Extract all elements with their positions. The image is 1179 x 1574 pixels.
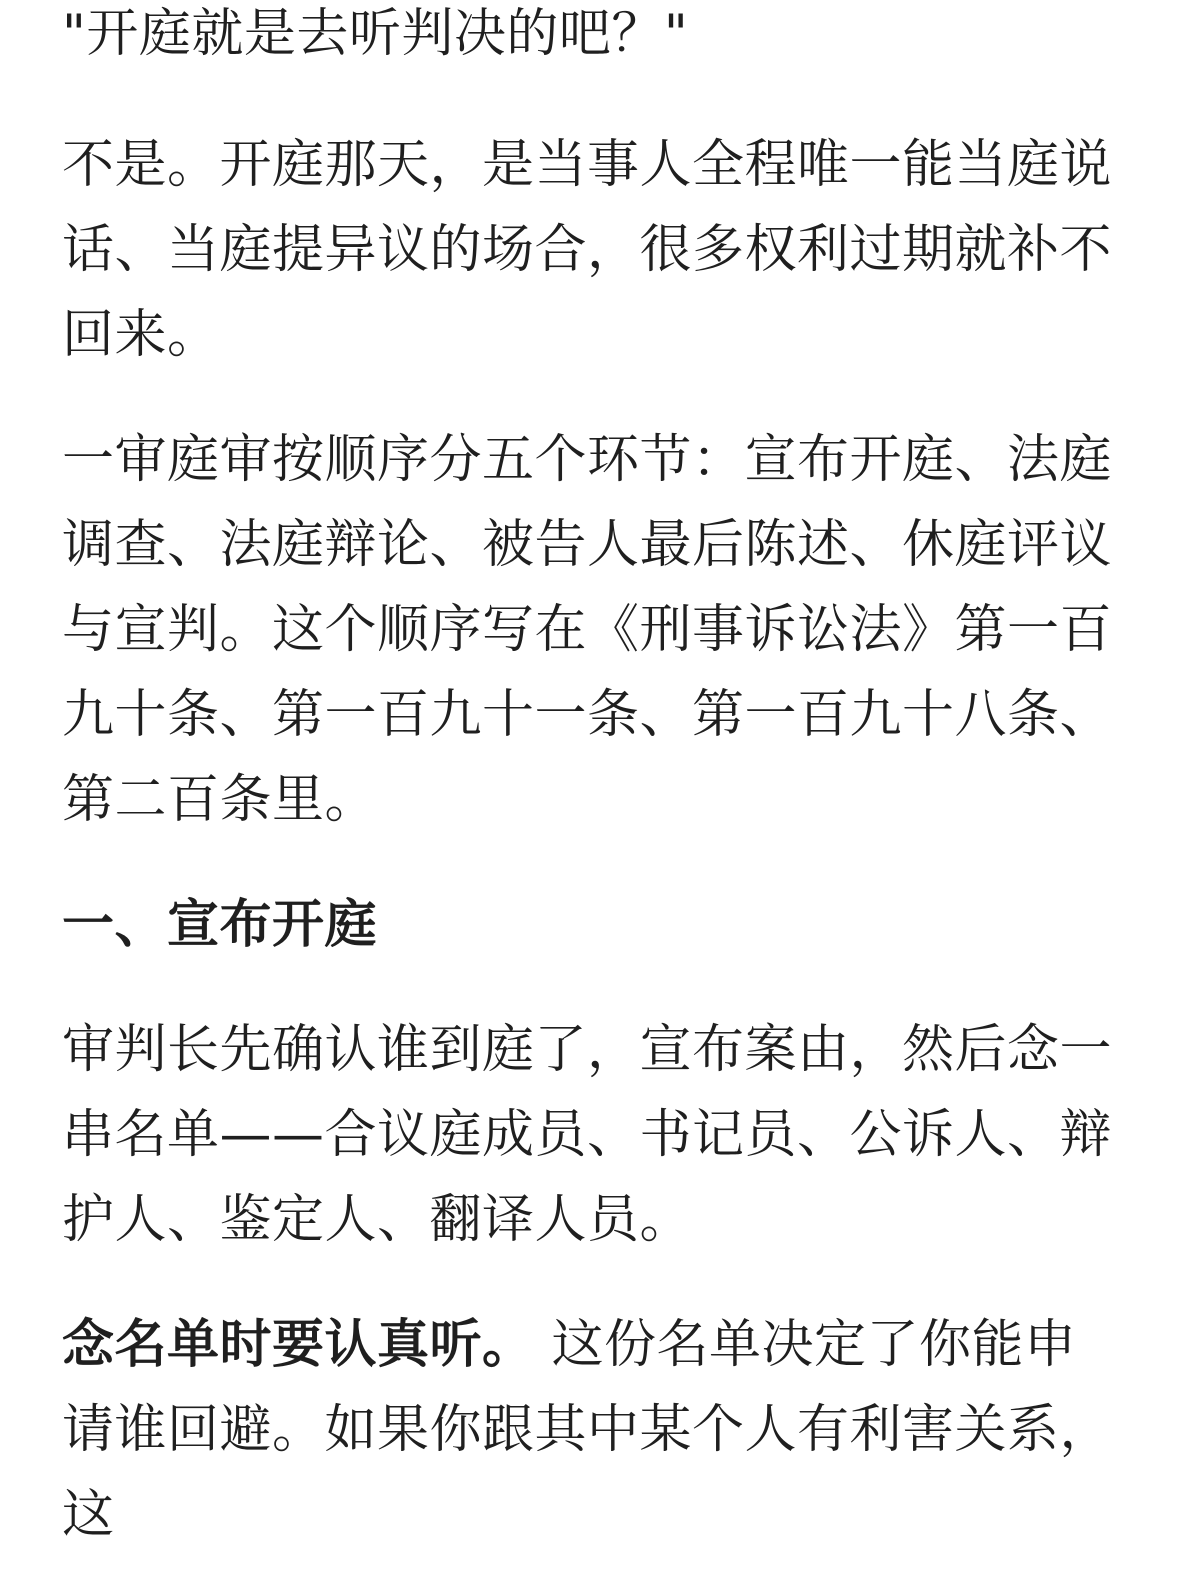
body-text: 这份名单决定了你能申请谁回避。如果你跟其中某个人有利害关系，这 (62, 1315, 1113, 1545)
article-body (62, 0, 1122, 1558)
emphasis-text: 念名单时要认真听。 (62, 1315, 535, 1375)
section-paragraph-emphasis (62, 1303, 1122, 1558)
section-paragraph: 审判长先确认谁到庭了，宣布案由，然后念一串名单——合议庭成员、书记员、公诉人、辩护人、鉴定人、翻译人员。 (62, 1020, 1113, 1250)
overview-paragraph: 一审庭审按顺序分五个环节：宣布开庭、法庭调查、法庭辩论、被告人最后陈述、休庭评议与宣判。这个顺序写在《刑事诉讼法》第一百九十条、第一百九十一条、第一百九十八条、第二百条里。 (62, 430, 1113, 830)
answer-paragraph: 不是。开庭那天，是当事人全程唯一能当庭说话、当庭提异议的场合，很多权利过期就补不回来。 (62, 135, 1113, 365)
question-line: "开庭就是去听判决的吧？" (62, 4, 689, 64)
section-heading: 一、宣布开庭 (62, 895, 378, 955)
